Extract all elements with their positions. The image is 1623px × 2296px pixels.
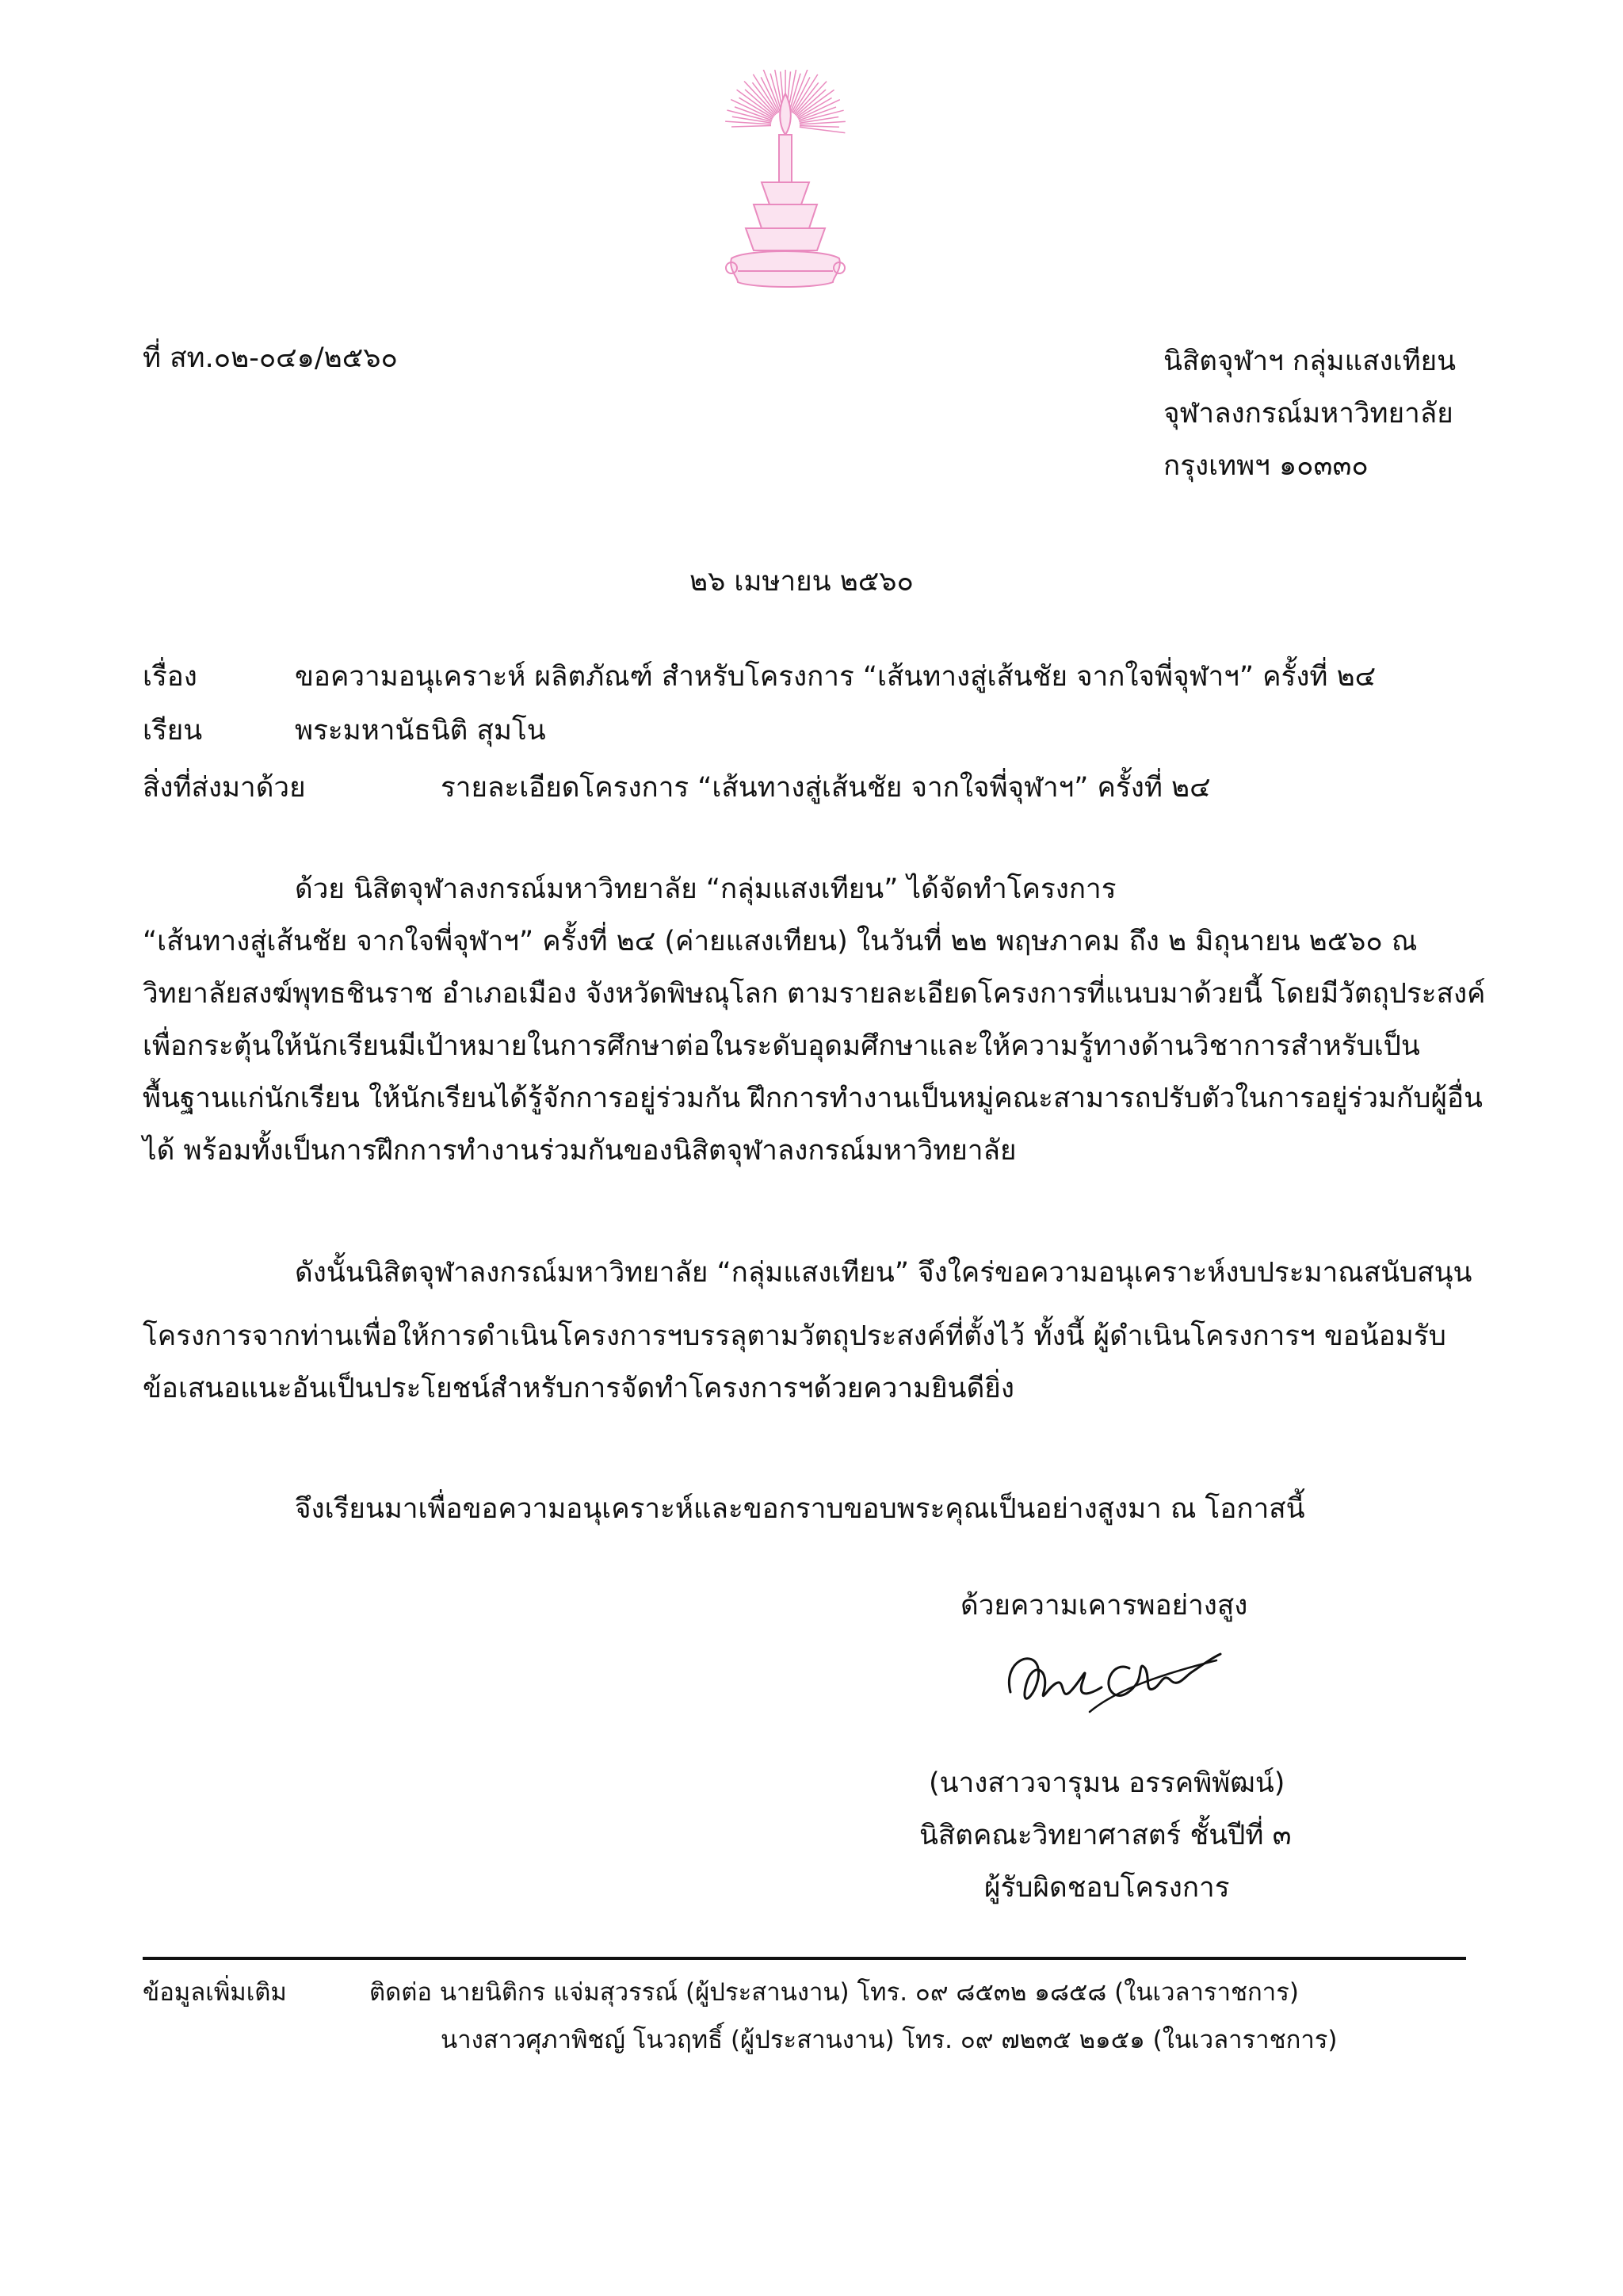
paragraph-3: จึงเรียนมาเพื่อขอความอนุเคราะห์และขอกราบขอบพระคุณเป็นอย่างสูงมา ณ โอกาสนี้ bbox=[295, 1493, 1305, 1525]
subject-label: เรื่อง bbox=[143, 661, 197, 693]
paragraph-2-line-3: ข้อเสนอแนะอันเป็นประโยชน์สำหรับการจัดทำโครงการฯด้วยความยินดียิ่ง bbox=[143, 1373, 1014, 1404]
emblem-ray bbox=[731, 126, 771, 127]
signer-name: (นางสาวจารุมน อรรคพิพัฒน์) bbox=[929, 1767, 1285, 1799]
handwritten-signature bbox=[995, 1637, 1232, 1724]
letter-date: ๒๖ เมษายน ๒๕๖๐ bbox=[689, 566, 914, 598]
enclosure-label: สิ่งที่ส่งมาด้วย bbox=[143, 772, 306, 804]
recipient-label: เรียน bbox=[143, 715, 203, 747]
signer-title: นิสิตคณะวิทยาศาสตร์ ชั้นปีที่ ๓ bbox=[919, 1820, 1292, 1851]
paragraph-1-line-1: ด้วย นิสิตจุฬาลงกรณ์มหาวิทยาลัย “กลุ่มแสงเทียน” ได้จัดทำโครงการ bbox=[295, 873, 1117, 905]
sender-address-line-2: จุฬาลงกรณ์มหาวิทยาลัย bbox=[1163, 398, 1453, 430]
closing-salutation: ด้วยความเคารพอย่างสูง bbox=[960, 1590, 1248, 1622]
emblem-ray bbox=[800, 126, 839, 128]
emblem-ray bbox=[794, 82, 819, 113]
sender-address-line-3: กรุงเทพฯ ๑๐๓๓๐ bbox=[1163, 450, 1369, 482]
recipient-name: พระมหานัธนิติ สุมโน bbox=[295, 715, 546, 747]
footer-contact-1: ติดต่อ นายนิติกร แจ่มสุวรรณ์ (ผู้ประสานงาน) โทร. ๐๙ ๘๕๓๒ ๑๘๕๘ (ในเวลาราชการ) bbox=[369, 1978, 1299, 2007]
enclosure-text: รายละเอียดโครงการ “เส้นทางสู่เส้นชัย จากใจพี่จุฬาฯ” ครั้งที่ ๒๔ bbox=[441, 772, 1211, 804]
paragraph-1-line-2: “เส้นทางสู่เส้นชัย จากใจพี่จุฬาฯ” ครั้งที่ ๒๔ (ค่ายแสงเทียน) ในวันที่ ๒๒ พฤษภาคม ถึง ๒ มิถุนายน ๒๕๖๐ ณ bbox=[143, 926, 1418, 957]
paragraph-1-line-3: วิทยาลัยสงฆ์พุทธชินราช อำเภอเมือง จังหวัดพิษณุโลก ตามรายละเอียดโครงการที่แนบมาด้วยนี้ โดยมีวัตถุประสงค์ bbox=[143, 978, 1486, 1010]
footer-label: ข้อมูลเพิ่มเติม bbox=[143, 1978, 287, 2007]
paragraph-1-line-4: เพื่อกระตุ้นให้นักเรียนมีเป้าหมายในการศึกษาต่อในระดับอุดมศึกษาและให้ความรู้ทางด้านวิชาการสำหรับเป็น bbox=[143, 1030, 1420, 1062]
paragraph-1-line-5: พื้นฐานแก่นักเรียน ให้นักเรียนได้รู้จักการอยู่ร่วมกัน ฝึกการทำงานเป็นหมู่คณะสามารถปรับตัวในการอยู่ร่วมกับผู้อื่น bbox=[143, 1083, 1483, 1114]
footer-contact-2: นางสาวศุภาพิชญ์ โนวฤทธิ์ (ผู้ประสานงาน) โทร. ๐๙ ๗๒๓๕ ๒๑๕๑ (ในเวลาราชการ) bbox=[441, 2026, 1338, 2054]
paragraph-1-line-6: ได้ พร้อมทั้งเป็นการฝึกการทำงานร่วมกันของนิสิตจุฬาลงกรณ์มหาวิทยาลัย bbox=[143, 1135, 1017, 1167]
footer-divider bbox=[143, 1957, 1466, 1960]
paragraph-2-line-2: โครงการจากท่านเพื่อให้การดำเนินโครงการฯบรรลุตามวัตถุประสงค์ที่ตั้งไว้ ทั้งนี้ ผู้ดำเนินโครงการฯ ขอน้อมรับ bbox=[143, 1320, 1446, 1352]
university-emblem-logo bbox=[714, 70, 857, 300]
reference-number: ที่ สท.๐๒-๐๔๑/๒๕๖๐ bbox=[143, 342, 398, 374]
sender-address-line-1: นิสิตจุฬาฯ กลุ่มแสงเทียน bbox=[1163, 346, 1457, 377]
emblem-ray bbox=[800, 127, 846, 132]
signer-role: ผู้รับผิดชอบโครงการ bbox=[984, 1872, 1230, 1904]
emblem-ray bbox=[752, 82, 777, 114]
paragraph-2-line-1: ดังนั้นนิสิตจุฬาลงกรณ์มหาวิทยาลัย “กลุ่มแสงเทียน” จึงใคร่ขอความอนุเคราะห์งบประมาณสนับสนุน bbox=[295, 1257, 1472, 1289]
subject-text: ขอความอนุเคราะห์ ผลิตภัณฑ์ สำหรับโครงการ “เส้นทางสู่เส้นชัย จากใจพี่จุฬาฯ” ครั้งที่ ๒๔ bbox=[295, 661, 1377, 693]
